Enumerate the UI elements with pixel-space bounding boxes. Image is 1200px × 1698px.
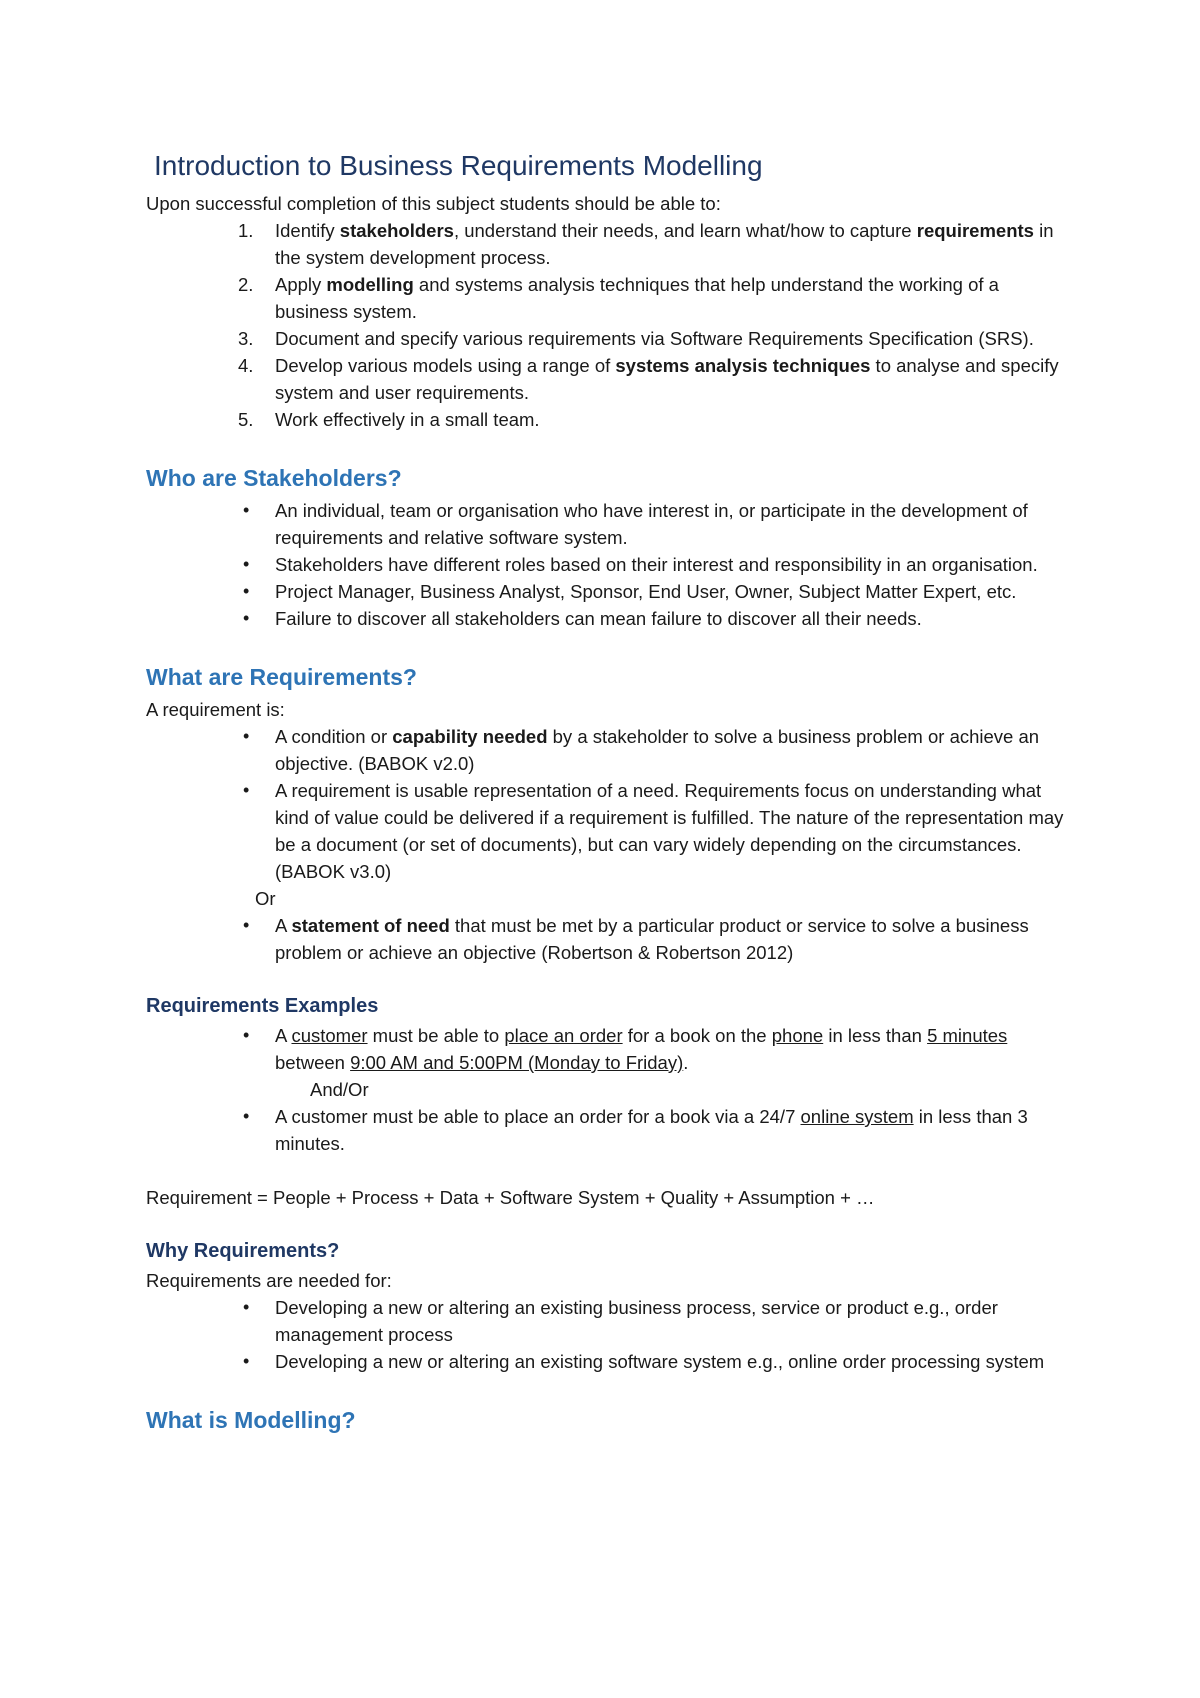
bullet-icon: • <box>243 1025 250 1045</box>
why-lead: Requirements are needed for: <box>146 1270 392 1291</box>
bullet-icon: • <box>243 608 250 628</box>
requirement-equation: Requirement = People + Process + Data + Software System + Quality + Assumption + … <box>146 1187 875 1208</box>
requirements-list <box>146 723 1076 885</box>
outcome-item: 3. Document and specify various requirements via Software Requirements Specification (SRS). <box>146 325 1076 352</box>
or-separator: Or <box>255 888 276 909</box>
bullet-icon: • <box>243 500 250 520</box>
list-item: • Developing a new or altering an existing business process, service or product e.g., order management process <box>146 1294 1076 1348</box>
list-item: • A customer must be able to place an order for a book via a 24/7 online system in less than 3 minutes. <box>146 1103 1076 1157</box>
examples-list <box>146 1022 1076 1076</box>
outcome-item: 1. Identify stakeholders, understand their needs, and learn what/how to capture requirements in the system development process. <box>146 217 1076 271</box>
bullet-icon: • <box>243 554 250 574</box>
stakeholders-heading: Who are Stakeholders? <box>146 465 402 491</box>
outcome-number: 2. <box>238 274 254 295</box>
list-item: • Failure to discover all stakeholders can mean failure to discover all their needs. <box>146 605 1076 632</box>
examples-heading: Requirements Examples <box>146 995 379 1017</box>
document-title: Introduction to Business Requirements Modelling <box>154 150 763 181</box>
why-heading: Why Requirements? <box>146 1240 340 1262</box>
outcome-number: 3. <box>238 328 254 349</box>
intro-text: Upon successful completion of this subject students should be able to: <box>146 193 721 214</box>
andor-separator: And/Or <box>310 1079 369 1100</box>
outcome-number: 1. <box>238 220 254 241</box>
outcome-item: 2. Apply modelling and systems analysis techniques that help understand the working of a business system. <box>146 271 1076 325</box>
document-content <box>146 148 1076 1439</box>
bullet-icon: • <box>243 1351 250 1371</box>
list-item: • An individual, team or organisation who have interest in, or participate in the development of requirements and relative software system. <box>146 497 1076 551</box>
list-item: • A statement of need that must be met by a particular product or service to solve a business problem or achieve an objective (Robertson & Robertson 2012) <box>146 912 1076 966</box>
bullet-icon: • <box>243 581 250 601</box>
stakeholders-list <box>146 497 1076 632</box>
outcome-number: 5. <box>238 409 254 430</box>
list-item: • A requirement is usable representation of a need. Requirements focus on understanding what kind of value could be delivered if a requirement is fulfilled. The nature of the representation may be a document (or set of documents), but can vary widely depending on the circumstances. (BABOK v3.0) <box>146 777 1076 885</box>
outcome-number: 4. <box>238 355 254 376</box>
requirements-heading: What are Requirements? <box>146 664 417 690</box>
outcome-item: 4. Develop various models using a range of systems analysis techniques to analyse and specify system and user requirements. <box>146 352 1076 406</box>
requirements-lead: A requirement is: <box>146 699 285 720</box>
bullet-icon: • <box>243 1297 250 1317</box>
spacer <box>146 1157 1076 1184</box>
examples-list-2 <box>146 1103 1076 1157</box>
modelling-heading: What is Modelling? <box>146 1407 356 1433</box>
bullet-icon: • <box>243 915 250 935</box>
bullet-icon: • <box>243 1106 250 1126</box>
requirements-list-2 <box>146 912 1076 966</box>
list-item: • A customer must be able to place an order for a book on the phone in less than 5 minutes between 9:00 AM and 5:00PM (Monday to Friday). <box>146 1022 1076 1076</box>
bullet-icon: • <box>243 726 250 746</box>
list-item: • Stakeholders have different roles based on their interest and responsibility in an organisation. <box>146 551 1076 578</box>
bullet-icon: • <box>243 780 250 800</box>
outcome-item: 5. Work effectively in a small team. <box>146 406 1076 433</box>
list-item: • Developing a new or altering an existing software system e.g., online order processing system <box>146 1348 1076 1375</box>
list-item: • Project Manager, Business Analyst, Sponsor, End User, Owner, Subject Matter Expert, etc. <box>146 578 1076 605</box>
why-list <box>146 1294 1076 1375</box>
list-item: • A condition or capability needed by a stakeholder to solve a business problem or achieve an objective. (BABOK v2.0) <box>146 723 1076 777</box>
learning-outcomes-list <box>146 217 1076 433</box>
